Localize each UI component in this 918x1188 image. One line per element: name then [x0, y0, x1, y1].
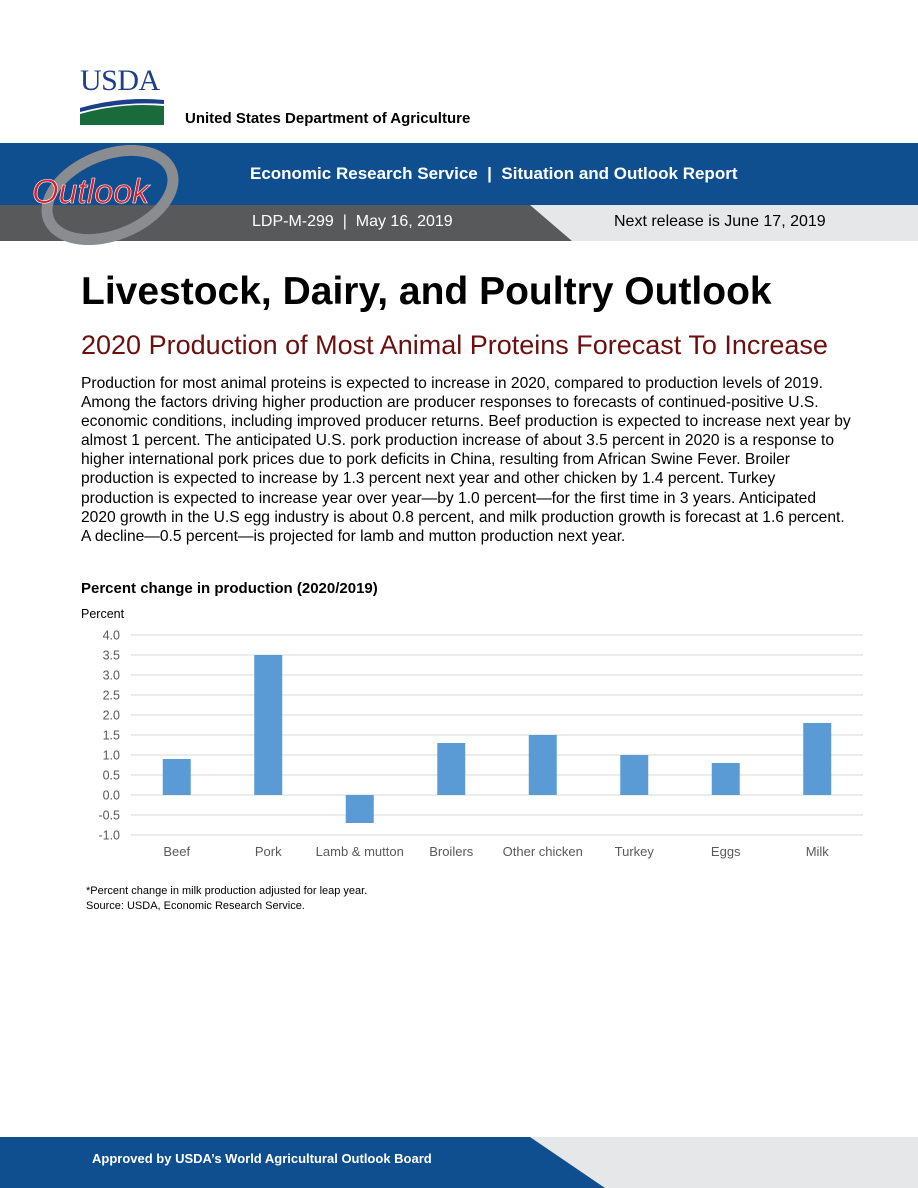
bar-turkey: [620, 755, 648, 795]
x-tick-label: Beef: [163, 844, 191, 859]
page-subtitle: 2020 Production of Most Animal Proteins Forecast To Increase: [81, 330, 828, 360]
y-tick-label: 2.0: [102, 708, 120, 723]
service-line: Economic Research Service | Situation and Outlook Report: [250, 164, 738, 183]
report-id-date: LDP-M-299 | May 16, 2019: [252, 213, 453, 230]
y-tick-label: 3.5: [102, 648, 120, 663]
x-tick-label: Eggs: [710, 844, 741, 859]
y-tick-label: -1.0: [98, 828, 120, 843]
y-tick-label: 1.0: [102, 748, 120, 763]
bar-chart: [0, 600, 918, 870]
bar-pork: [254, 655, 282, 795]
next-release: Next release is June 17, 2019: [614, 213, 826, 230]
y-tick-label: 0.5: [102, 768, 120, 783]
usda-logo-graphic: [80, 98, 164, 125]
usda-logo-text: USDA: [80, 64, 160, 97]
source-note: Source: USDA, Economic Research Service.: [86, 900, 305, 912]
chart-footnotes: [86, 884, 367, 914]
y-tick-label: 0.0: [102, 788, 120, 803]
x-tick-label: Lamb & mutton: [315, 844, 404, 859]
page-title: Livestock, Dairy, and Poultry Outlook: [81, 270, 772, 313]
y-tick-label: 3.0: [102, 668, 120, 683]
y-tick-label: -0.5: [98, 808, 120, 823]
bar-beef: [163, 759, 191, 795]
usda-logo: [80, 66, 164, 126]
bar-other-chicken: [529, 735, 557, 795]
chart-title: Percent change in production (2020/2019): [81, 580, 378, 597]
y-axis-label: Percent: [81, 607, 125, 621]
bar-milk: [803, 723, 831, 795]
y-tick-label: 4.0: [102, 628, 120, 643]
bar-broilers: [437, 743, 465, 795]
y-tick-label: 2.5: [102, 688, 120, 703]
x-tick-label: Other chicken: [502, 844, 583, 859]
leap-year-note: *Percent change in milk production adjusted for leap year.: [86, 885, 368, 897]
x-tick-label: Broilers: [429, 844, 474, 859]
x-tick-label: Turkey: [614, 844, 654, 859]
outlook-emblem: [26, 145, 196, 245]
bar-lamb-mutton: [346, 795, 374, 823]
agency-name: United States Department of Agriculture: [185, 110, 471, 127]
approval-note: Approved by USDA’s World Agricultural Outlook Board: [92, 1151, 432, 1166]
summary-paragraph: Production for most animal proteins is expected to increase in 2020, compared to production levels of 2019. Among the factors driving higher production are producer responses to forecasts of continued-positive U.S. economic conditions, including improved producer returns. Beef production is expected to increase next year by almost 1 percent. The anticipated U.S. pork production increase of about 3.5 percent in 2020 is a response to higher international pork prices due to pork deficits in China, resulting from African Swine Fever. Broiler production is expected to increase by 1.3 percent next year and other chicken by 1.4 percent. Turkey production is expected to increase year over year—by 1.0 percent—for the first time in 3 years. Anticipated 2020 growth in the U.S egg industry is about 0.8 percent, and milk production growth is forecast at 1.6 percent. A decline—0.5 percent—is projected for lamb and mutton production next year.: [81, 375, 851, 545]
y-tick-label: 1.5: [102, 728, 120, 743]
outlook-emblem-text: Outlook: [32, 173, 150, 211]
x-tick-label: Milk: [805, 844, 829, 859]
bar-eggs: [712, 763, 740, 795]
x-tick-label: Pork: [254, 844, 282, 859]
